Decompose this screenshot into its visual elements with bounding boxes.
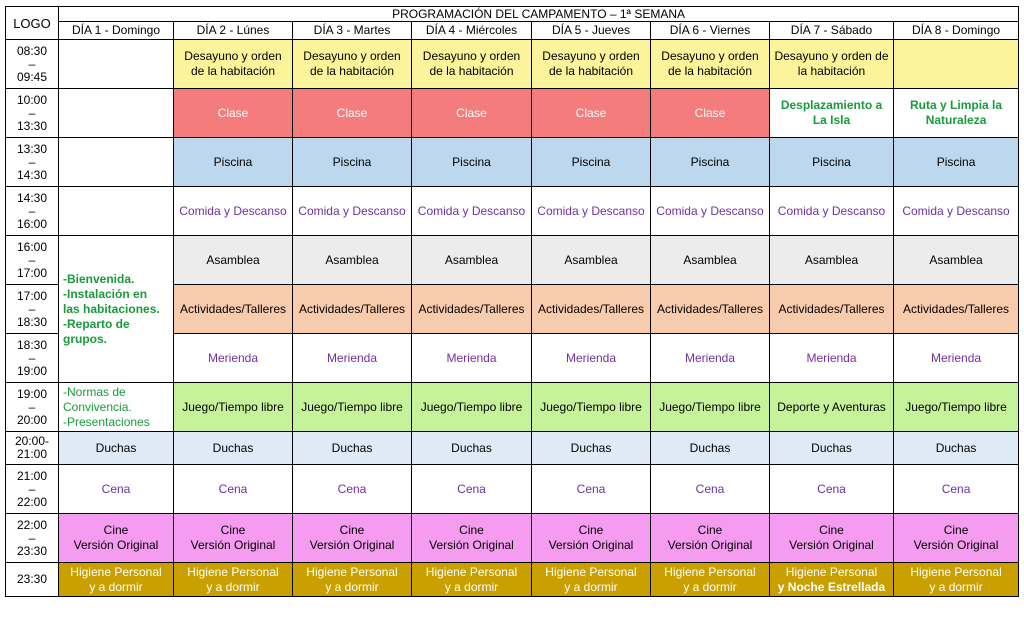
activity-dinner: Cena [412,465,532,514]
activity-hygiene: Higiene Personal y a dormir [651,563,770,597]
activity-lunch: Comida y Descanso [174,187,293,236]
activity-snack: Merienda [770,334,894,383]
activity-dinner: Cena [894,465,1019,514]
title-row [6,7,1019,22]
activity-workshops: Actividades/Talleres [894,285,1019,334]
day-header: DÍA 5 - Jueves [532,22,651,40]
day-header: DÍA 6 - Viernes [651,22,770,40]
schedule-row [6,187,1019,236]
activity-assembly: Asamblea [174,236,293,285]
day1-rules-block: -Normas de Convivencia. -Presentaciones [59,383,174,432]
activity-games: Juego/Tiempo libre [293,383,412,432]
activity-snack: Merienda [412,334,532,383]
day-header: DÍA 2 - Lúnes [174,22,293,40]
logo-placeholder: LOGO [6,7,59,40]
schedule-table [5,6,1019,597]
day-header: DÍA 7 - Sábado [770,22,894,40]
activity-assembly: Asamblea [293,236,412,285]
activity-breakfast: Desayuno y orden de la habitación [293,40,412,89]
activity-assembly: Asamblea [770,236,894,285]
activity-shower: Duchas [894,432,1019,465]
activity-class: Clase [412,89,532,138]
activity-games: Juego/Tiempo libre [651,383,770,432]
activity-breakfast: Desayuno y orden de la habitación [532,40,651,89]
time-cell: 19:00 – 20:00 [6,383,59,432]
activity-games: Juego/Tiempo libre [412,383,532,432]
activity-lunch: Comida y Descanso [894,187,1019,236]
activity-pool: Piscina [651,138,770,187]
activity-pool: Piscina [532,138,651,187]
schedule-row [6,89,1019,138]
time-cell: 13:30 – 14:30 [6,138,59,187]
empty-cell [894,40,1019,89]
activity-cinema: Cine Versión Original [770,514,894,563]
days-header-row [6,22,1019,40]
activity-shower: Duchas [412,432,532,465]
activity-hygiene: Higiene Personal y a dormir [293,563,412,597]
activity-breakfast: Desayuno y orden de la habitación [770,40,894,89]
activity-breakfast: Desayuno y orden de la habitación [174,40,293,89]
time-cell: 23:30 [6,563,59,597]
activity-pool: Piscina [174,138,293,187]
activity-workshops: Actividades/Talleres [532,285,651,334]
activity-snack: Merienda [293,334,412,383]
activity-cinema: Cine Versión Original [293,514,412,563]
activity-workshops: Actividades/Talleres [293,285,412,334]
time-cell: 20:00- 21:00 [6,432,59,465]
activity-snack: Merienda [174,334,293,383]
activity-lunch: Comida y Descanso [412,187,532,236]
schedule-row [6,40,1019,89]
time-cell: 10:00 – 13:30 [6,89,59,138]
activity-hygiene: Higiene Personal y a dormir [59,563,174,597]
schedule-title: PROGRAMACIÓN DEL CAMPAMENTO – 1ª SEMANA [59,7,1019,22]
schedule-row [6,563,1019,597]
activity-breakfast: Desayuno y orden de la habitación [412,40,532,89]
activity-class: Clase [532,89,651,138]
activity-dinner: Cena [770,465,894,514]
activity-cinema: Cine Versión Original [651,514,770,563]
empty-cell [59,89,174,138]
activity-class: Clase [174,89,293,138]
day-header: DÍA 4 - Miércoles [412,22,532,40]
activity-cinema: Cine Versión Original [532,514,651,563]
schedule-row [6,236,1019,285]
activity-route: Ruta y Limpia la Naturaleza [894,89,1019,138]
activity-games: Juego/Tiempo libre [894,383,1019,432]
activity-dinner: Cena [174,465,293,514]
activity-games: Juego/Tiempo libre [532,383,651,432]
empty-cell [59,187,174,236]
time-cell: 14:30 – 16:00 [6,187,59,236]
activity-shower: Duchas [59,432,174,465]
activity-breakfast: Desayuno y orden de la habitación [651,40,770,89]
activity-shower: Duchas [293,432,412,465]
activity-pool: Piscina [894,138,1019,187]
activity-lunch: Comida y Descanso [532,187,651,236]
activity-pool: Piscina [770,138,894,187]
activity-shower: Duchas [174,432,293,465]
activity-workshops: Actividades/Talleres [770,285,894,334]
activity-assembly: Asamblea [532,236,651,285]
activity-lunch: Comida y Descanso [293,187,412,236]
day-header: DÍA 3 - Martes [293,22,412,40]
activity-shower: Duchas [532,432,651,465]
activity-pool: Piscina [293,138,412,187]
schedule-row [6,383,1019,432]
activity-lunch: Comida y Descanso [770,187,894,236]
activity-hygiene: Higiene Personal y a dormir [412,563,532,597]
time-cell: 18:30 – 19:00 [6,334,59,383]
empty-cell [59,138,174,187]
time-cell: 16:00 – 17:00 [6,236,59,285]
activity-sport: Deporte y Aventuras [770,383,894,432]
activity-pool: Piscina [412,138,532,187]
activity-cinema: Cine Versión Original [174,514,293,563]
activity-hygiene-starry-night: Higiene Personal y Noche Estrellada [770,563,894,597]
day1-welcome-block: -Bienvenida. -Instalación en las habitaciones. -Reparto de grupos. [59,236,174,383]
activity-lunch: Comida y Descanso [651,187,770,236]
time-cell: 17:00 – 18:30 [6,285,59,334]
activity-games: Juego/Tiempo libre [174,383,293,432]
activity-hygiene: Higiene Personal y a dormir [532,563,651,597]
time-cell: 21:00 – 22:00 [6,465,59,514]
activity-workshops: Actividades/Talleres [174,285,293,334]
activity-dinner: Cena [651,465,770,514]
activity-shower: Duchas [651,432,770,465]
activity-dinner: Cena [532,465,651,514]
activity-hygiene: Higiene Personal y a dormir [894,563,1019,597]
activity-snack: Merienda [532,334,651,383]
activity-cinema: Cine Versión Original [59,514,174,563]
activity-dinner: Cena [59,465,174,514]
schedule-row [6,432,1019,465]
day-header: DÍA 1 - Domingo [59,22,174,40]
schedule-row [6,514,1019,563]
schedule-row [6,465,1019,514]
activity-assembly: Asamblea [412,236,532,285]
activity-workshops: Actividades/Talleres [651,285,770,334]
empty-cell [59,40,174,89]
activity-assembly: Asamblea [651,236,770,285]
activity-snack: Merienda [894,334,1019,383]
time-cell: 22:00 – 23:30 [6,514,59,563]
activity-snack: Merienda [651,334,770,383]
activity-hygiene: Higiene Personal y a dormir [174,563,293,597]
activity-class: Clase [651,89,770,138]
activity-dinner: Cena [293,465,412,514]
day-header: DÍA 8 - Domingo [894,22,1019,40]
activity-shower: Duchas [770,432,894,465]
schedule-row [6,138,1019,187]
time-cell: 08:30 – 09:45 [6,40,59,89]
activity-travel: Desplazamiento a La Isla [770,89,894,138]
activity-class: Clase [293,89,412,138]
activity-workshops: Actividades/Talleres [412,285,532,334]
activity-cinema: Cine Versión Original [894,514,1019,563]
activity-assembly: Asamblea [894,236,1019,285]
activity-cinema: Cine Versión Original [412,514,532,563]
